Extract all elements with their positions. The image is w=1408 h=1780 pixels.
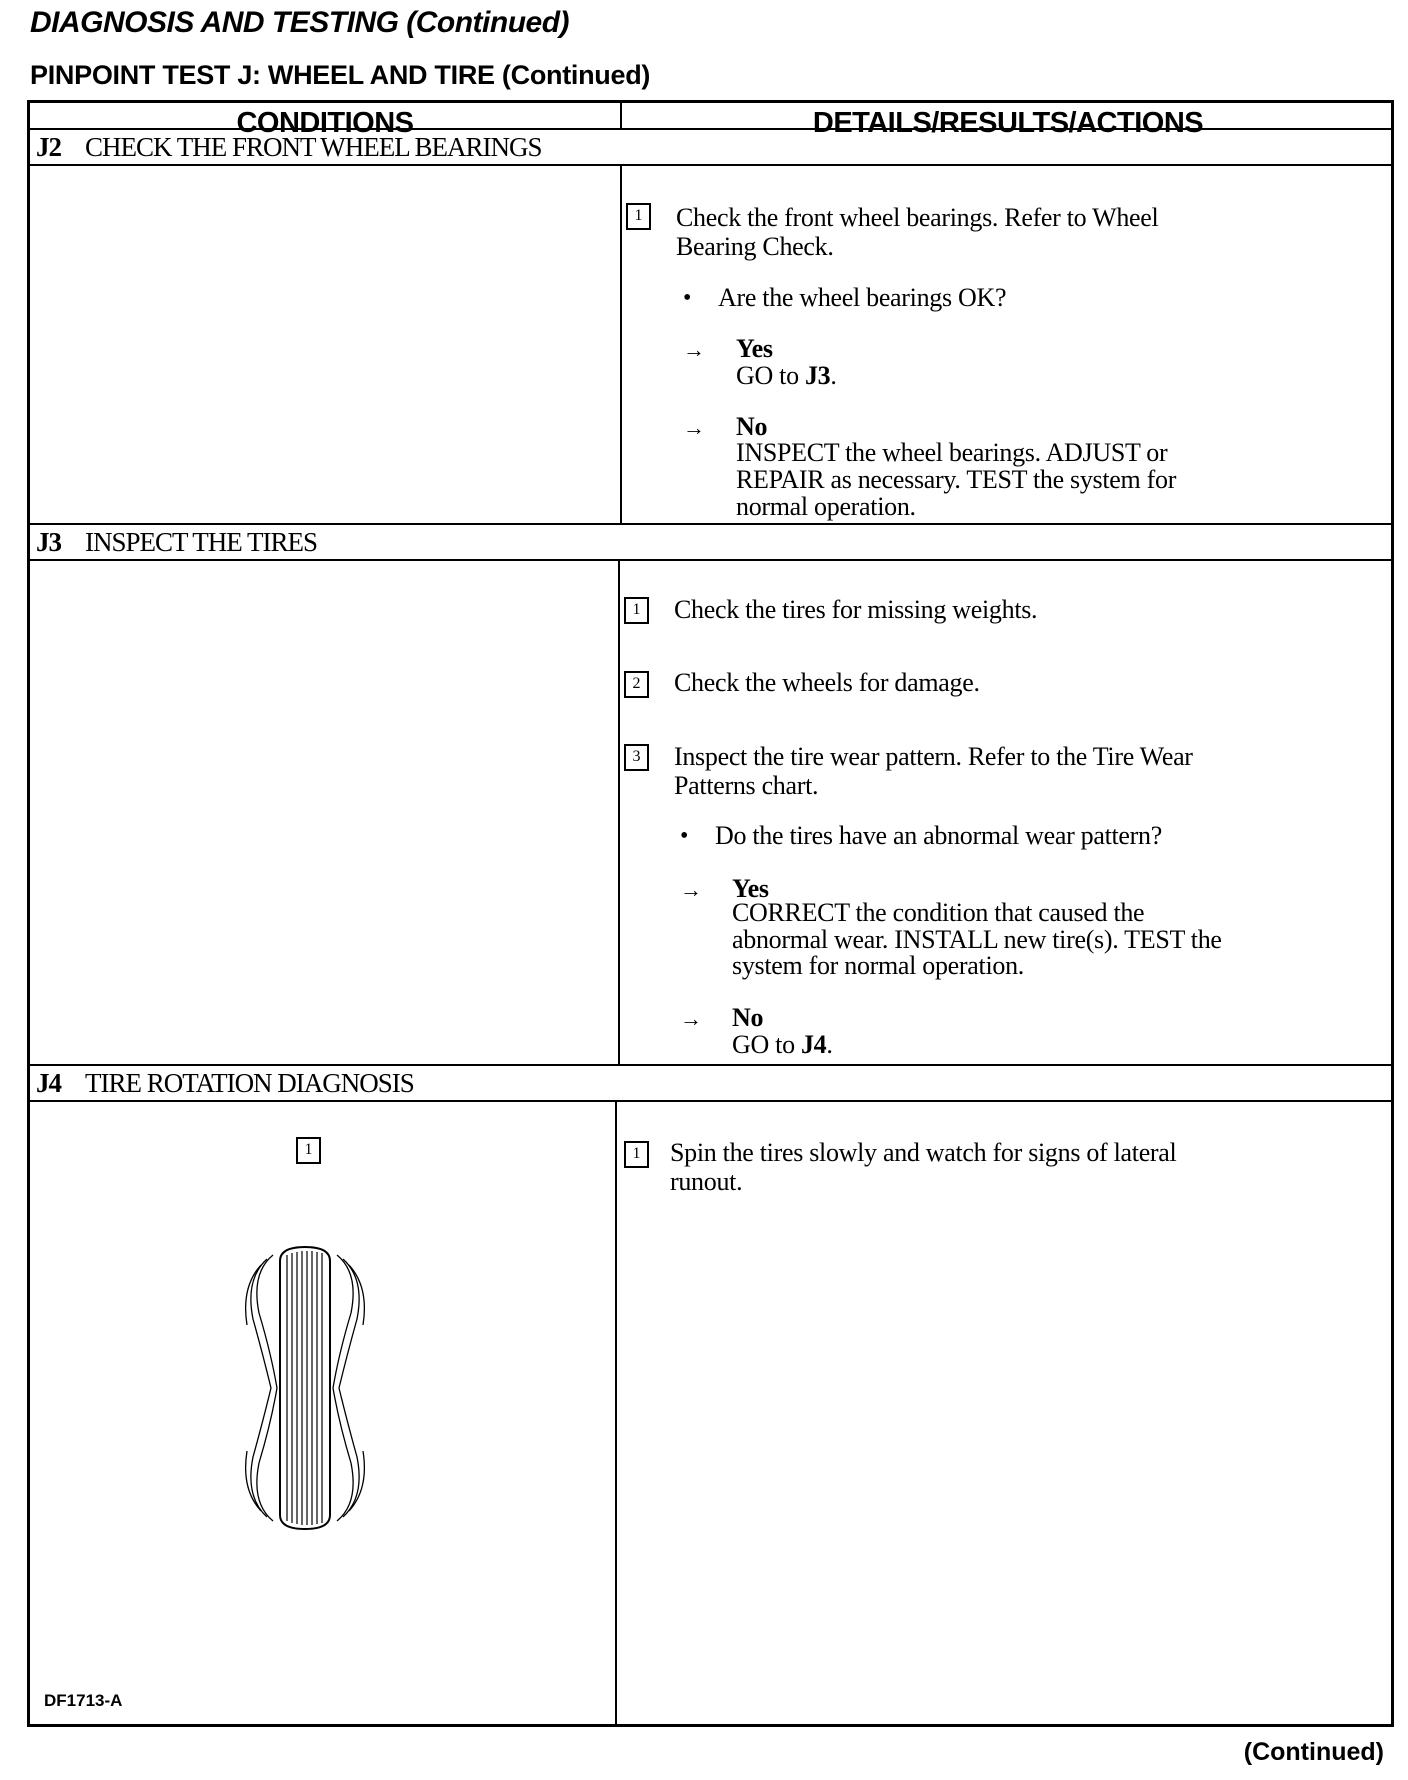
column-divider (620, 103, 622, 130)
column-header-conditions: CONDITIONS (236, 107, 414, 139)
continued-label: (Continued) (1243, 1738, 1384, 1766)
j2-title-divider (30, 164, 1391, 166)
yes-label: Yes (736, 334, 773, 363)
yes-action: CORRECT the condition that caused the abnormal wear. INSTALL new tire(s). TEST the system for normal operation. (732, 898, 1222, 980)
step-number-box: 1 (624, 597, 649, 624)
step-number-box: 2 (624, 671, 649, 698)
bullet: • (683, 285, 692, 311)
arrow-icon: → (680, 1006, 702, 1031)
step-instruction: Check the tires for missing weights. (674, 595, 1038, 624)
column-divider (618, 559, 620, 1066)
column-divider (615, 1100, 617, 1724)
bullet: • (680, 823, 689, 849)
j3-end-divider (30, 1064, 1391, 1066)
header-divider (30, 128, 1391, 130)
j3-title-divider (30, 559, 1391, 561)
step-number-box: 1 (624, 1141, 649, 1168)
no-action: GO to J4. (732, 1030, 833, 1059)
page-title: DIAGNOSIS AND TESTING (Continued) (30, 6, 570, 39)
step-number-box: 1 (626, 203, 651, 230)
step-title: CHECK THE FRONT WHEEL BEARINGS (85, 132, 542, 162)
step-instruction: Check the wheels for damage. (674, 668, 980, 697)
yes-action: GO to J3. (736, 361, 837, 390)
pinpoint-test-table (27, 100, 1394, 1727)
step-instruction: Inspect the tire wear pattern. Refer to the Tire Wear Patterns chart. (674, 742, 1193, 800)
j4-title-divider (30, 1100, 1391, 1102)
step-id: J3 (36, 527, 61, 557)
arrow-icon: → (680, 877, 702, 902)
no-action: INSPECT the wheel bearings. ADJUST or REPAIR as necessary. TEST the system for normal operation. (736, 438, 1177, 521)
arrow-icon: → (683, 415, 705, 440)
j2-end-divider (30, 523, 1391, 525)
step-number-box: 3 (624, 744, 649, 771)
step-instruction: Spin the tires slowly and watch for signs of lateral runout. (670, 1138, 1177, 1196)
yes-label: Yes (732, 874, 769, 903)
arrow-icon: → (683, 337, 705, 362)
step-heading-j2 (36, 132, 542, 163)
question-text: Are the wheel bearings OK? (718, 283, 1007, 312)
step-heading-j3 (36, 527, 317, 558)
question-text: Do the tires have an abnormal wear pattern? (715, 821, 1162, 850)
no-label: No (736, 412, 768, 441)
step-title: TIRE ROTATION DIAGNOSIS (85, 1068, 414, 1098)
step-title: INSPECT THE TIRES (85, 527, 318, 557)
column-divider (620, 164, 622, 525)
step-id: J2 (36, 132, 61, 162)
step-heading-j4 (36, 1068, 414, 1099)
column-header-details: DETAILS/RESULTS/ACTIONS (812, 107, 1204, 139)
step-instruction: Check the front wheel bearings. Refer to Wheel Bearing Check. (676, 203, 1159, 261)
tire-runout-illustration (235, 1243, 375, 1533)
step-id: J4 (36, 1068, 61, 1098)
no-label: No (732, 1003, 764, 1032)
figure-number-box: 1 (296, 1137, 321, 1164)
figure-label: DF1713-A (44, 1691, 123, 1710)
page-subtitle: PINPOINT TEST J: WHEEL AND TIRE (Continued) (30, 60, 651, 90)
